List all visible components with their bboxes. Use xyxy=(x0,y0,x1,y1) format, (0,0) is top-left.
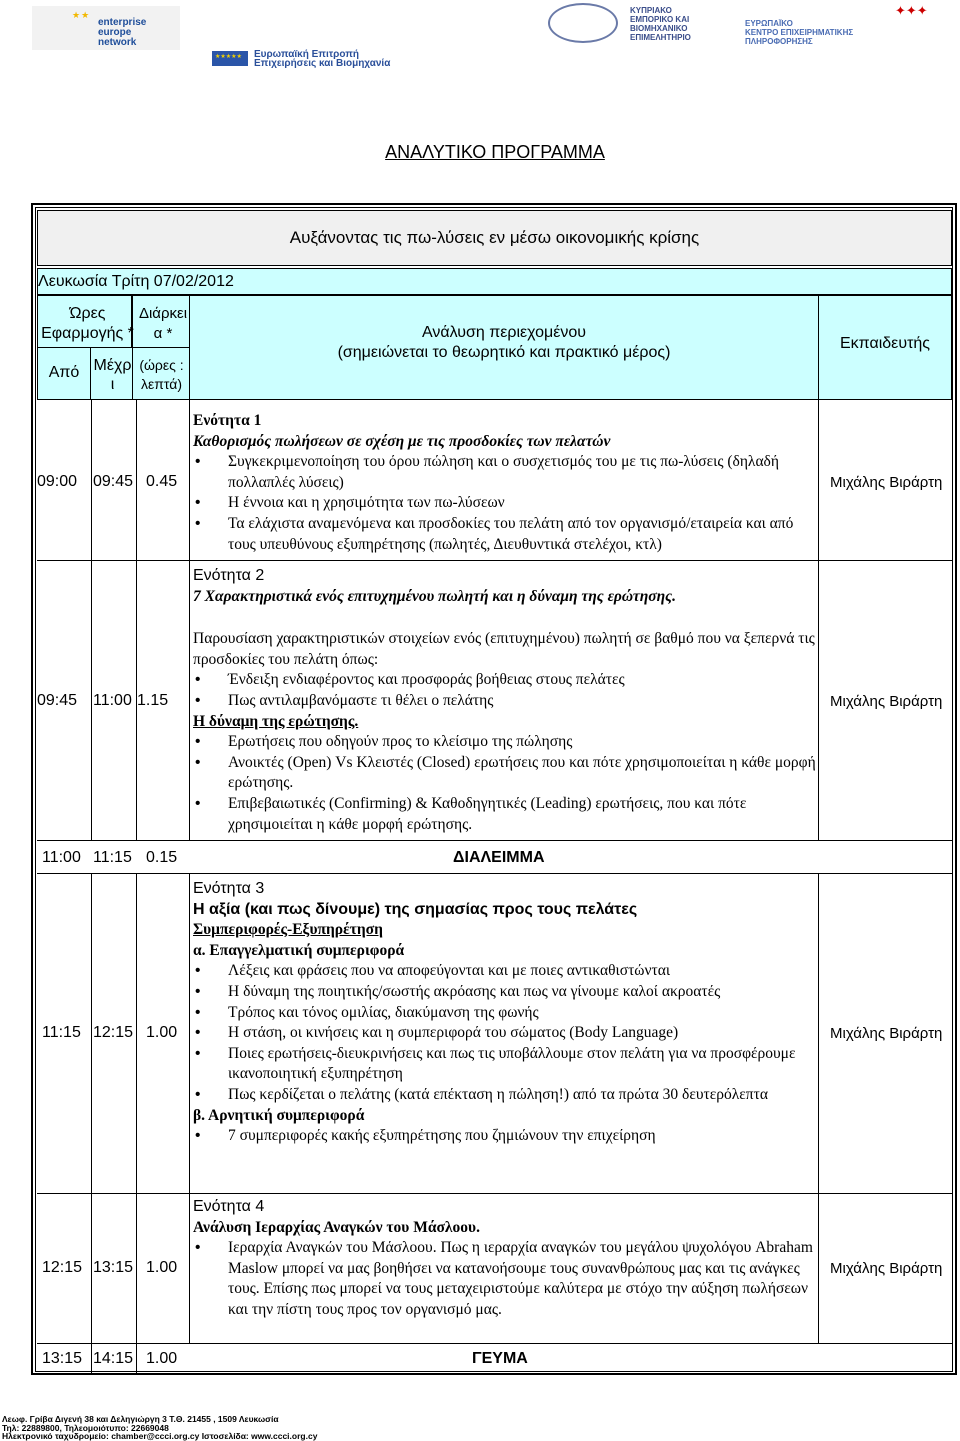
row2-duration: 1.15 xyxy=(137,692,169,709)
list-item: • Επιβεβαιωτικές (Confirming) & Καθοδηγητικές (Leading) ερωτήσεις, που και πότε χρησιμοιείται η κάθε μορφή ερώτησης. xyxy=(228,794,818,835)
row3-duration: 1.00 xyxy=(146,1024,178,1041)
chamber-logo xyxy=(548,3,718,45)
row4-to: 13:15 xyxy=(93,1259,134,1276)
row4-from: 12:15 xyxy=(42,1259,83,1276)
row1-to: 09:45 xyxy=(93,473,134,490)
list-item: • Λέξεις και φράσεις που να αποφεύγονται και με ποιες αντικαθιστώνται xyxy=(228,961,818,982)
eu-stars-icon: ★★ xyxy=(72,10,91,20)
header-logos xyxy=(0,0,960,80)
row1-unit: Ενότητα 1 xyxy=(193,412,262,429)
list-item: • Ερωτήσεις που οδηγούν προς το κλείσιμο της πώλησης xyxy=(228,732,818,753)
list-item: • Τρόπος και τόνος ομιλίας, διακύμανση της φωνής xyxy=(228,1003,818,1024)
row4-trainer: Μιχάλης Βιράρτη xyxy=(830,1260,943,1277)
row2-bullets-b xyxy=(193,732,818,835)
footer-contact: Ηλεκτρονικό ταχυδρομείο: chamber@ccci.org.cy Ιστοσελίδα: www.ccci.org.cy xyxy=(2,1431,318,1441)
header-duration-unit: (ώρες : λεπτά) xyxy=(139,357,184,392)
header-from: Από xyxy=(48,364,80,381)
chamber-seal-icon xyxy=(548,3,618,43)
row1-from: 09:00 xyxy=(37,473,78,490)
list-item: • Η στάση, οι κινήσεις και η συμπεριφορά του σώματος (Body Language) xyxy=(228,1023,818,1044)
break-label: ΔΙΑΛΕΙΜΜΑ xyxy=(453,849,545,866)
header-content-line2: (σημειώνεται το θεωρητικό και πρακτικό μέρος) xyxy=(337,344,671,361)
row3-section-b: β. Αρνητική συμπεριφορά xyxy=(193,1106,365,1124)
stars-mark-icon: ✦✦✦ xyxy=(895,3,928,18)
row4-content xyxy=(193,1197,818,1321)
european-commission-logo xyxy=(212,50,482,68)
row3-to: 12:15 xyxy=(93,1024,134,1041)
list-item: • Τα ελάχιστα αναμενόμενα και προσδοκίες του πελάτη από τον οργανισμό/εταιρεία και από τους υπευθύνους εξυπηρέτησης (πωλητές, Διευθυντικά στελέχοι, κτλ) xyxy=(228,514,818,555)
row2-trainer: Μιχάλης Βιράρτη xyxy=(830,693,943,710)
ec-line1: Ευρωπαϊκή Επιτροπή xyxy=(254,49,359,60)
row3-from: 11:15 xyxy=(42,1024,81,1041)
row2-to: 11:00 xyxy=(93,692,132,709)
date-text: Λευκωσία Τρίτη 07/02/2012 xyxy=(38,272,234,290)
list-item: • Ιεραρχία Αναγκών του Μάσλοου. Πως η ιεραρχία αναγκών του μεγάλου ψυχολόγου Abraham Maslow μπορεί να μας βοηθήσει να κατανοήσουμε τους συνανθρώπους μας και τις ανάγκες τους. Επίσης πως μπορεί να τους μεταχειριστούμε καλύτερα με στόχο την αύξηση πωλήσεων και την πίστη τους προς τον οργανισμό μας. xyxy=(228,1238,818,1320)
row3-section-a: α. Επαγγελματική συμπεριφορά xyxy=(193,941,405,959)
row3-subtitle2: Συμπεριφορές-Εξυπηρέτηση xyxy=(193,921,383,939)
page-title: ΑΝΑΛΥΤΙΚΟ ΠΡΟΓΡΑΜΜΑ xyxy=(385,142,605,162)
course-title: Αυξάνοντας τις πω-λύσεις εν μέσω οικονομικής κρίσης xyxy=(37,210,952,266)
row2-section-b: Η δύναμη της ερώτησης. xyxy=(193,712,359,730)
list-item: • Συγκεκριμενοποίηση του όρου πώληση και ο συσχετισμός του με τις πω-λύσεις (δηλαδή πολλαπλές λύσεις) xyxy=(228,452,818,493)
break-to: 11:15 xyxy=(93,849,132,866)
enterprise-europe-network-logo xyxy=(32,6,180,50)
row3-subtitle: Η αξία (και πως δίνουμε) της σημασίας προς τους πελάτες xyxy=(193,900,638,918)
list-item: • Ανοικτές (Open) Vs Κλειστές (Closed) ερωτήσεις που και πότε χρησιμοποιείται η κάθε μορφή ερώτησης. xyxy=(228,753,818,794)
header-duration: Διάρκει α * xyxy=(138,305,188,342)
row4-unit: Ενότητα 4 xyxy=(193,1198,265,1215)
row2-intro: Παρουσίαση χαρακτηριστικών στοιχείων ενός (επιτυχημένου) πωλητή σε βαθμό που να ξεπερνά τις προσδοκίες του πελάτη όπως: xyxy=(193,630,815,668)
break-from: 11:00 xyxy=(42,849,81,866)
header-to: Μέχρ ι xyxy=(93,357,132,393)
row3-unit: Ενότητα 3 xyxy=(193,880,265,897)
row1-trainer: Μιχάλης Βιράρτη xyxy=(830,474,943,491)
row1-content xyxy=(193,411,818,555)
ec-line2: Επιχειρήσεις και Βιομηχανία xyxy=(254,58,391,69)
header-content-line1: Ανάλυση περιεχομένου xyxy=(421,324,587,341)
een-logo-text: enterprise europe network xyxy=(98,17,147,48)
row2-from: 09:45 xyxy=(37,692,78,709)
chamber-logo-text: ΚΥΠΡΙΑΚΟ ΕΜΠΟΡΙΚΟ ΚΑΙ ΒΙΟΜΗΧΑΝΙΚΟ ΕΠΙΜΕΛΗΤΗΡΙΟ xyxy=(630,6,691,42)
footer-phone: Τηλ: 22889800, Τηλεομοιότυπο: 22669048 xyxy=(2,1423,169,1433)
lunch-label: ΓΕΥΜΑ xyxy=(472,1350,528,1367)
row2-bullets-a xyxy=(193,670,818,711)
eic-logo xyxy=(745,3,955,46)
list-item: • Ποιες ερωτήσεις-διευκρινήσεις και πως τις υποβάλλουμε στον πελάτη για να προσφέρουμε ικανοποιητική εξυπηρέτηση xyxy=(228,1044,818,1085)
list-item: • Ένδειξη ενδιαφέροντος και προσφοράς βοήθειας στους πελάτες xyxy=(228,670,818,691)
row2-content xyxy=(193,566,818,835)
row4-subtitle: Ανάλυση Ιεραρχίας Αναγκών του Μάσλοου. xyxy=(193,1218,480,1236)
row3-content xyxy=(193,879,818,1147)
break-duration: 0.15 xyxy=(146,849,178,866)
list-item: • Η έννοια και η χρησιμότητα των πω-λύσεων xyxy=(228,493,818,514)
list-item: • Πως κερδίζεται ο πελάτης (κατά επέκταση η πώληση!) από τα πρώτα 30 δευτερόλεπτα xyxy=(228,1085,818,1106)
row2-unit: Ενότητα 2 xyxy=(193,567,265,584)
row3-trainer: Μιχάλης Βιράρτη xyxy=(830,1025,943,1042)
list-item: • Η δύναμη της ποιητικής/σωστής ακρόασης και πως να γίνουμε καλοί ακροατές xyxy=(228,982,818,1003)
eic-logo-text: ΕΥΡΩΠΑΪΚΟ ΚΕΝΤΡΟ ΕΠΙΧΕΙΡΗΜΑΤΙΚΗΣ ΠΛΗΡΟΦΟΡΗΣΗΣ xyxy=(745,19,854,46)
header-trainer: Εκπαιδευτής xyxy=(839,335,930,352)
row3-bullets-a xyxy=(193,961,818,1105)
row1-bullets xyxy=(193,452,818,555)
date-line xyxy=(37,268,952,295)
row3-bullets-b xyxy=(193,1126,818,1147)
lunch-from: 13:15 xyxy=(42,1350,83,1367)
row1-subtitle: Καθορισμός πωλήσεων σε σχέση με τις προσδοκίες των πελατών xyxy=(193,432,611,450)
header-hours: Ώρες Εφαρμογής * xyxy=(41,305,134,342)
row4-bullets xyxy=(193,1238,818,1320)
row1-duration: 0.45 xyxy=(146,473,178,490)
lunch-duration: 1.00 xyxy=(146,1350,178,1367)
list-item: • 7 συμπεριφορές κακής εξυπηρέτησης που ζημιώνουν την επιχείρηση xyxy=(228,1126,818,1147)
eu-flag-icon xyxy=(212,51,248,66)
lunch-to: 14:15 xyxy=(93,1350,134,1367)
row2-subtitle: 7 Χαρακτηριστικά ενός επιτυχημένου πωλητή και η δύναμη της ερώτησης. xyxy=(193,587,676,605)
row4-duration: 1.00 xyxy=(146,1259,178,1276)
footer-address: Λεωφ. Γρίβα Διγενή 38 και Δεληγιώργη 3 Τ.Θ. 21455 , 1509 Λευκωσία xyxy=(2,1414,279,1424)
list-item: • Πως αντιλαμβανόμαστε τι θέλει ο πελάτης xyxy=(228,691,818,712)
